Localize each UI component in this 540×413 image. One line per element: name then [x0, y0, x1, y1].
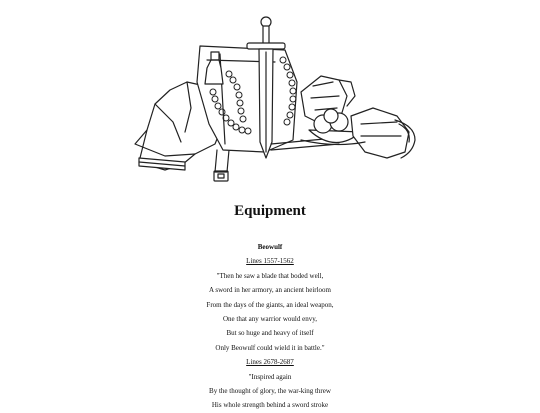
poem-line: From the days of the giants, an ideal weapon,	[206, 300, 334, 309]
poem-line: But so huge and heavy of itself	[226, 329, 314, 338]
equipment-pile-illustration-icon	[125, 12, 420, 187]
line-reference-link[interactable]: Lines 2678-2687	[246, 358, 294, 367]
line-reference-link[interactable]: Lines 1557-1562	[246, 257, 294, 266]
poem-source: Beowulf	[257, 243, 283, 251]
poem-excerpt	[0, 240, 540, 413]
poem-line: By the thought of glory, the war-king threw	[209, 387, 331, 396]
poem-line: "Inspired again	[248, 372, 292, 381]
equipment-illustration	[125, 12, 420, 187]
page-title: Equipment	[234, 203, 306, 219]
poem-line: A sword in her armory, an ancient heirloom	[208, 286, 331, 295]
poem-line: One that any warrior would envy,	[222, 315, 318, 324]
poem-line: Only Beowulf could wield it in battle."	[215, 343, 325, 352]
poem-line: "Then he saw a blade that boded well,	[216, 271, 324, 280]
poem-line: His whole strength behind a sword stroke	[211, 401, 329, 410]
